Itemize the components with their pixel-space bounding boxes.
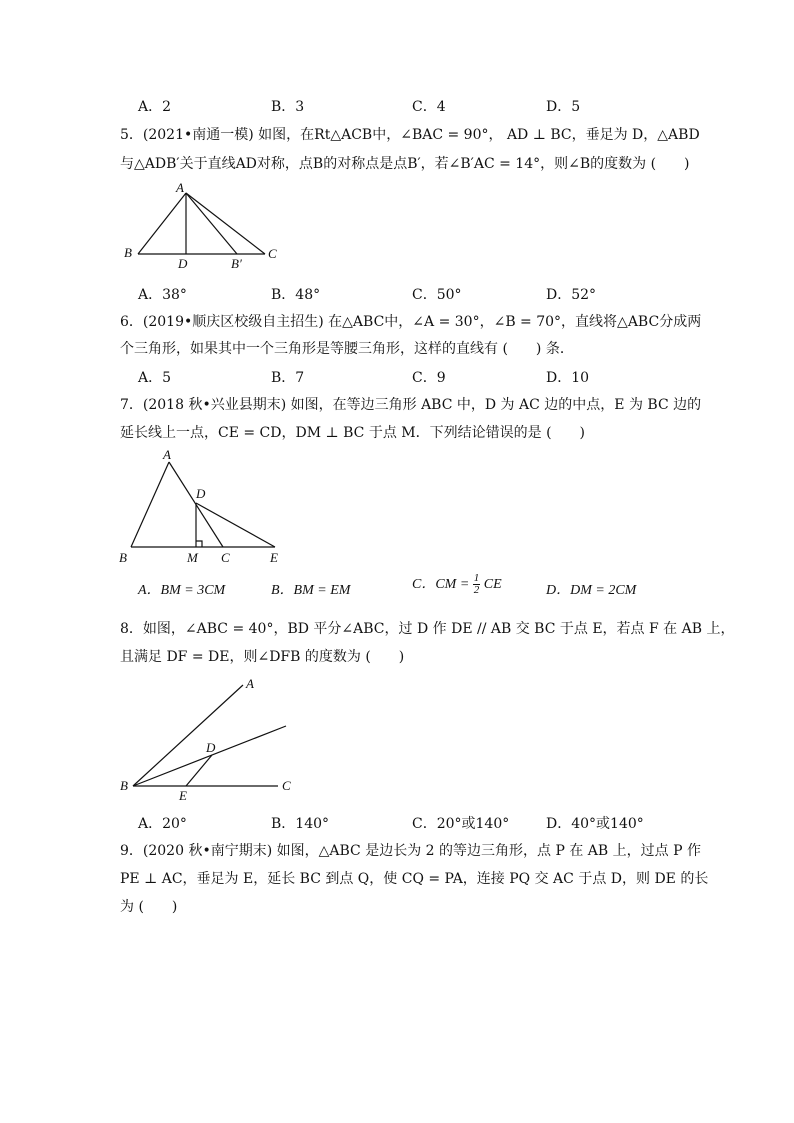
q8-option-a[interactable]: A．20°: [138, 816, 187, 832]
q5-label-b: B: [124, 245, 132, 260]
q7-option-c-prefix: C．CM =: [412, 577, 470, 592]
q6-option-d[interactable]: D．10: [546, 370, 590, 386]
q5-label-c: C: [268, 246, 277, 261]
q8-label-a: A: [246, 676, 254, 691]
q7-stem-line2: 延长线上一点，CE = CD，DM ⊥ BC 于点 M．下列结论错误的是 ( ): [120, 425, 585, 441]
q7-label-a: A: [163, 447, 171, 462]
q5-label-d: D: [178, 256, 188, 271]
q8-option-b[interactable]: B．140°: [271, 816, 330, 832]
q8-label-b: B: [120, 778, 128, 793]
q7-label-b: B: [119, 550, 127, 565]
q4-option-d[interactable]: D．5: [546, 99, 581, 115]
q6-stem-line1: 6．(2019•顺庆区校级自主招生) 在△ABC中，∠A = 30°，∠B = 70°，直线将△ABC分成两: [120, 314, 702, 330]
q5-option-a[interactable]: A．38°: [138, 287, 187, 303]
q9-stem-line3: 为 ( ): [120, 899, 178, 915]
q7-option-c-numerator: 1: [473, 572, 480, 585]
q4-option-b[interactable]: B．3: [271, 99, 305, 115]
q5-stem-line1: 5．(2021•南通一模) 如图，在Rt△ACB中，∠BAC = 90°， AD ⊥ BC，垂足为 D，△ABD: [120, 127, 700, 143]
q8-label-e: E: [179, 788, 187, 803]
q6-stem-line2: 个三角形，如果其中一个三角形是等腰三角形，这样的直线有 ( ) 条．: [120, 341, 574, 357]
q7-stem-line1: 7．(2018 秋•兴业县期末) 如图，在等边三角形 ABC 中，D 为 AC 边的中点，E 为 BC 边的: [120, 397, 702, 413]
q8-option-c[interactable]: C．20°或140°: [412, 816, 510, 832]
q7-option-c-denominator: 2: [473, 584, 480, 597]
q8-ray-bd: [133, 726, 286, 786]
q4-option-c[interactable]: C．4: [412, 99, 446, 115]
q7-option-c-suffix: CE: [483, 577, 502, 592]
q6-option-a[interactable]: A．5: [138, 370, 172, 386]
q4-option-a[interactable]: A．2: [138, 99, 172, 115]
q5-option-c[interactable]: C．50°: [412, 287, 462, 303]
q5-option-b[interactable]: B．48°: [271, 287, 321, 303]
q8-stem-line2: 且满足 DF = DE，则∠DFB 的度数为 ( ): [120, 649, 405, 665]
q5-label-a: A: [176, 180, 184, 195]
q5-stem-line2: 与△ADB′关于直线AD对称，点B的对称点是点B′，若∠B′AC = 14°，则∠B的度数为 ( ): [120, 156, 690, 172]
q8-option-d[interactable]: D．40°或140°: [546, 816, 644, 832]
q7-label-m: M: [187, 550, 198, 565]
q5-label-bprime: B′: [231, 256, 242, 271]
q8-stem-line1: 8．如图，∠ABC = 40°，BD 平分∠ABC，过 D 作 DE // AB 交 BC 于点 E，若点 F 在 AB 上，: [120, 621, 735, 637]
q7-option-a[interactable]: A．BM = 3CM: [138, 583, 226, 598]
q6-option-b[interactable]: B．7: [271, 370, 305, 386]
q7-option-b[interactable]: B．BM = EM: [271, 583, 351, 598]
q5-option-d[interactable]: D．52°: [546, 287, 597, 303]
q7-label-c: C: [221, 550, 230, 565]
q8-label-c: C: [282, 778, 291, 793]
q7-label-d: D: [196, 486, 206, 501]
q8-label-d: D: [206, 740, 216, 755]
q6-option-c[interactable]: C．9: [412, 370, 446, 386]
q9-stem-line1: 9．(2020 秋•南宁期末) 如图，△ABC 是边长为 2 的等边三角形，点 P 在 AB 上，过点 P 作: [120, 843, 701, 859]
q7-option-d[interactable]: D．DM = 2CM: [546, 583, 637, 598]
q7-label-e: E: [270, 550, 278, 565]
q9-stem-line2: PE ⊥ AC，垂足为 E，延长 BC 到点 Q，使 CQ = PA，连接 PQ 交 AC 于点 D，则 DE 的长: [120, 871, 709, 887]
q8-ray-ba: [133, 685, 243, 786]
